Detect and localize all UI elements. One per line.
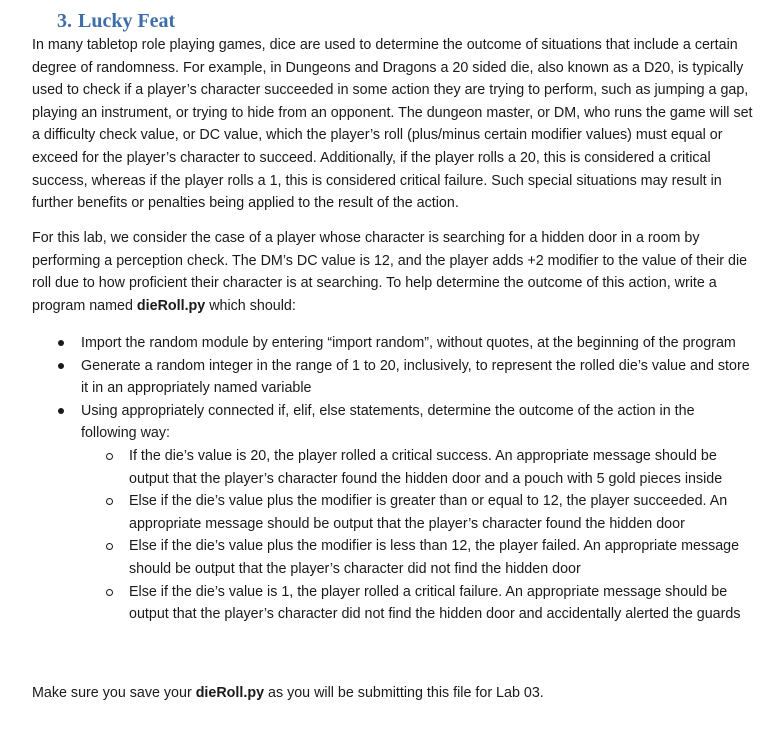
lab-paragraph-end: which should: — [205, 297, 296, 314]
sub-list-item — [81, 581, 754, 626]
sub-list-item — [81, 490, 754, 535]
closing-paragraph-end: as you will be submitting this file for Lab 03. — [264, 685, 544, 701]
bullet-icon — [58, 408, 64, 414]
list-item — [32, 332, 754, 355]
lab-paragraph — [32, 227, 754, 317]
sub-list-item-text: Else if the die’s value is 1, the player rolled a critical failure. An appropriate message should be output that the player’s character did not find the hidden door and accidentally alerted the guards — [129, 583, 741, 623]
bullet-icon — [58, 363, 64, 369]
closing-filename: dieRoll.py — [195, 685, 265, 701]
sub-list-item — [81, 445, 754, 490]
sub-list-item-text: Else if the die’s value plus the modifier is less than 12, the player failed. An appropriate message should be output that the player’s character did not find the hidden door — [129, 538, 740, 577]
section-title: Lucky Feat — [78, 10, 176, 32]
section-heading — [57, 8, 175, 34]
outcome-list — [81, 445, 754, 626]
circle-bullet-icon — [106, 498, 113, 505]
list-item-text: Using appropriately connected if, elif, else statements, determine the outcome of the action in the following way: — [81, 402, 695, 442]
sub-list-item — [81, 535, 754, 580]
lab-paragraph-text: For this lab, we consider the case of a player whose character is searching for a hidden door in a room by performing a perception check. The DM’s DC value is 12, and the player adds +2 modifier to the value of their die roll due to how proficient their character is at searching. To help determine the outcome of this action, write a program named — [32, 230, 748, 314]
sub-list-item-text: Else if the die’s value plus the modifier is greater than or equal to 12, the player succeeded. An appropriate message should be output that the player’s character found the hidden door — [129, 493, 728, 532]
bullet-icon — [58, 340, 64, 346]
section-number: 3. — [57, 10, 72, 32]
sub-list-item-text: If the die’s value is 20, the player rolled a critical success. An appropriate message should be output that the player’s character found the hidden door and a pouch with 5 gold pieces inside — [129, 447, 723, 487]
circle-bullet-icon — [106, 543, 113, 550]
list-item-text: Import the random module by entering “import random”, without quotes, at the beginning of the program — [81, 335, 736, 351]
circle-bullet-icon — [106, 589, 113, 596]
requirements-list — [32, 332, 754, 626]
list-item-text: Generate a random integer in the range of 1 to 20, inclusively, to represent the rolled die’s value and store it in an appropriately named variable — [81, 357, 750, 397]
closing-paragraph — [32, 682, 754, 705]
intro-paragraph: In many tabletop role playing games, dice are used to determine the outcome of situations that include a certain degree of randomness. For example, in Dungeons and Dragons a 20 sided die, also known as a D20, is typically used to check if a player’s character succeeded in some action they are trying to perform, such as jumping a gap, playing an instrument, or trying to hide from an opponent. The dungeon master, or DM, who runs the game will set a difficulty check value, or DC value, which the player’s roll (plus/minus certain modifier values) must equal or exceed for the player’s character to succeed. Additionally, if the player rolls a 20, this is considered a critical success, whereas if the player rolls a 1, this is considered critical failure. Such special situations may result in further benefits or penalties being applied to the result of the action. — [32, 37, 753, 212]
list-item — [32, 355, 754, 400]
closing-paragraph-text: Make sure you save your — [32, 685, 196, 701]
circle-bullet-icon — [106, 453, 113, 460]
list-item — [32, 400, 754, 626]
program-filename: dieRoll.py — [136, 297, 206, 314]
